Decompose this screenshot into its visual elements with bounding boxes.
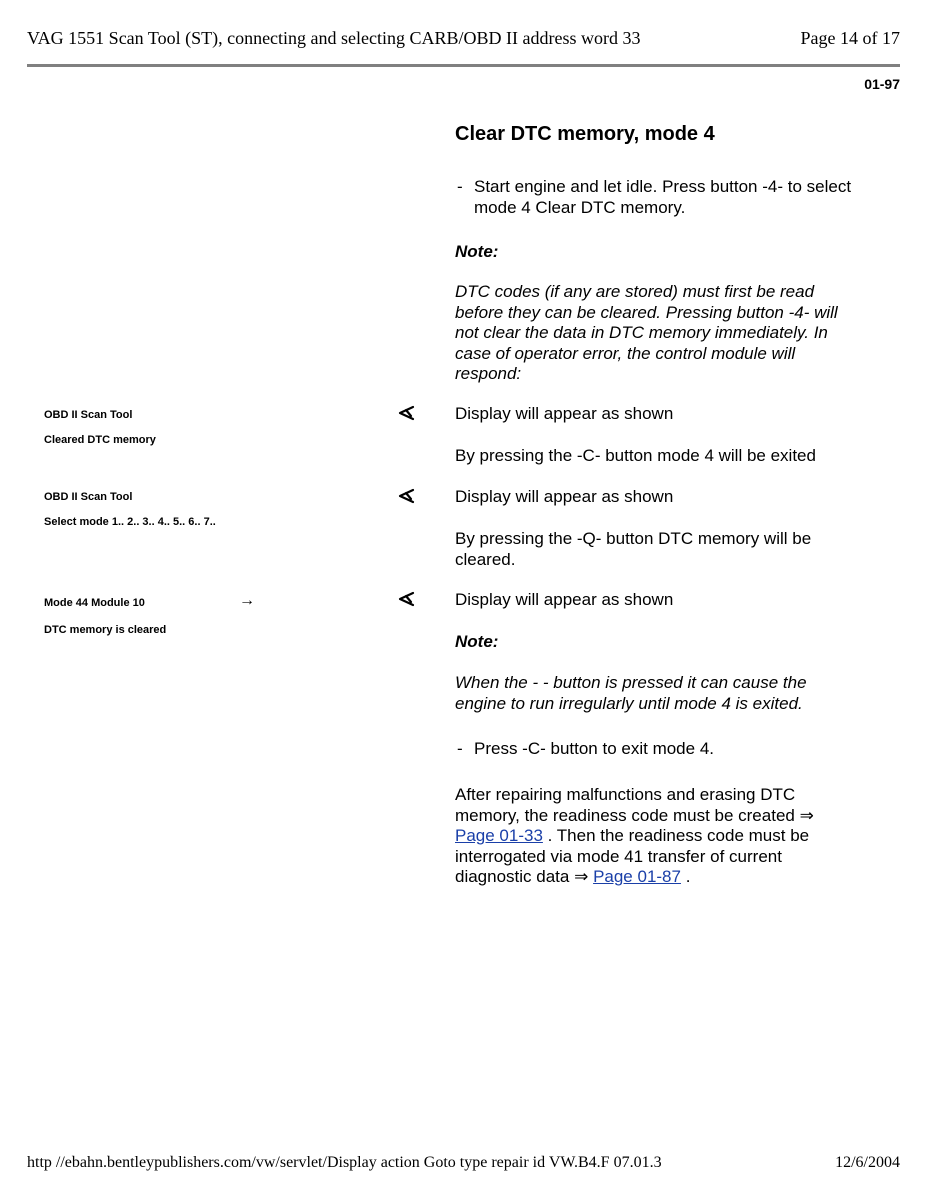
display-1-caption: Display will appear as shown bbox=[455, 404, 674, 423]
footer-url: http //ebahn.bentleypublishers.com/vw/servlet/Display action Goto type repair id VW.B4.F 07.01.3 bbox=[27, 1154, 662, 1171]
section-heading: Clear DTC memory, mode 4 bbox=[455, 123, 715, 145]
readiness-text-3: . bbox=[685, 867, 691, 886]
link-page-01-33[interactable]: Page 01-33 bbox=[455, 826, 543, 845]
display-3-caption: Display will appear as shown bbox=[455, 590, 674, 609]
display-1-line-1: OBD II Scan Tool bbox=[44, 409, 133, 421]
readiness-paragraph bbox=[455, 785, 855, 888]
right-arrow-icon: → bbox=[239, 592, 255, 609]
press-c-text: By pressing the -C- button mode 4 will be exited bbox=[455, 446, 816, 465]
note-text: DTC codes (if any are stored) must first be read before they can be cleared. Pressing button -4- will not clear the data in DTC memory immediately. In case of operator error, the control module will respond: bbox=[455, 282, 838, 383]
footer-date: 12/6/2004 bbox=[835, 1154, 900, 1171]
display-3-line-2: DTC memory is cleared bbox=[44, 624, 167, 636]
step-exit-mode-text: Press -C- button to exit mode 4. bbox=[474, 739, 714, 758]
link-page-01-87[interactable]: Page 01-87 bbox=[593, 867, 681, 886]
pointer-arrow-icon bbox=[397, 590, 415, 608]
note-2-text: When the - - button is pressed it can cause the engine to run irregularly until mode 4 is exited. bbox=[455, 673, 807, 713]
page-number: Page 14 of 17 bbox=[800, 28, 900, 48]
step-start-engine: - Start engine and let idle. Press button -4- to select mode 4 Clear DTC memory. bbox=[457, 177, 857, 218]
step-exit-mode: - Press -C- button to exit mode 4. bbox=[457, 739, 857, 760]
display-2-line-1: OBD II Scan Tool bbox=[44, 491, 133, 503]
page-footer bbox=[27, 1154, 900, 1172]
display-2-line-2: Select mode 1.. 2.. 3.. 4.. 5.. 6.. 7.. bbox=[44, 516, 216, 528]
document-number: 01-97 bbox=[864, 76, 900, 92]
pointer-arrow-icon bbox=[397, 404, 415, 422]
note-label: Note: bbox=[455, 242, 499, 261]
readiness-text-1: After repairing malfunctions and erasing DTC memory, the readiness code must be created ⇒ bbox=[455, 785, 814, 825]
display-3-line-1: Mode 44 Module 10 bbox=[44, 597, 145, 609]
display-1-line-2: Cleared DTC memory bbox=[44, 434, 156, 446]
header-divider bbox=[27, 64, 900, 67]
page-header-title: VAG 1551 Scan Tool (ST), connecting and selecting CARB/OBD II address word 33 bbox=[27, 28, 641, 48]
note-2-label: Note: bbox=[455, 632, 499, 651]
display-2-caption: Display will appear as shown bbox=[455, 487, 674, 506]
readiness-text-2: . Then the readiness code must be interrogated via mode 41 transfer of current diagnostic data ⇒ bbox=[455, 826, 810, 886]
step-start-engine-text: Start engine and let idle. Press button -4- to select mode 4 Clear DTC memory. bbox=[474, 177, 852, 217]
pointer-arrow-icon bbox=[397, 487, 415, 505]
press-q-text: By pressing the -Q- button DTC memory will be cleared. bbox=[455, 529, 812, 569]
